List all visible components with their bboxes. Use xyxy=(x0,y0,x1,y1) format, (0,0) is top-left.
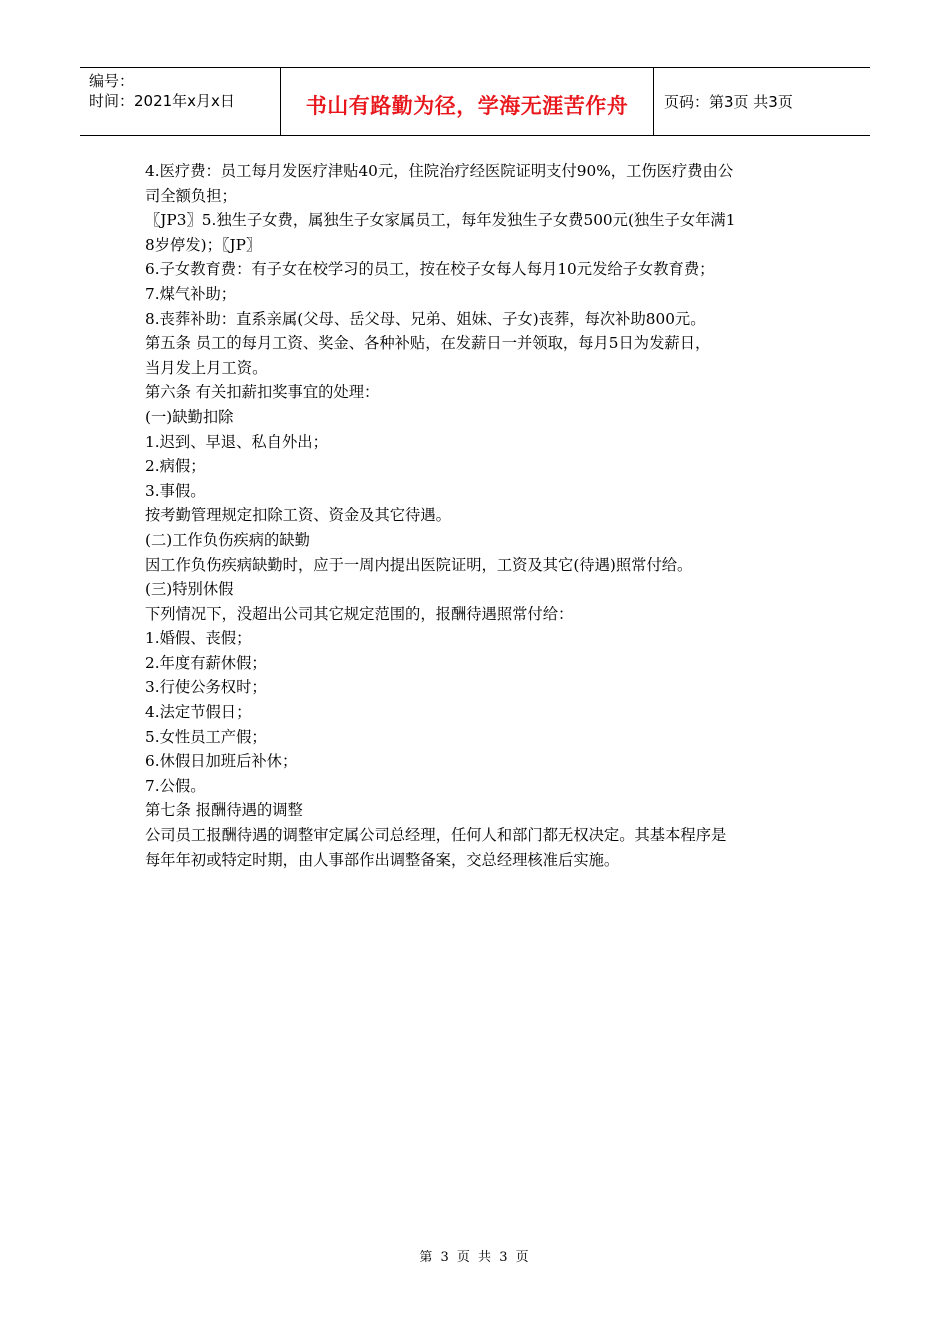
body-line: 司全额负担； xyxy=(145,186,237,205)
header-motto: 书山有路勤为径，学海无涯苦作舟 xyxy=(281,68,654,135)
body-line: 3.事假。 xyxy=(145,481,206,500)
body-line: 4.法定节假日； xyxy=(145,703,252,722)
body-line: 公司员工报酬待遇的调整审定属公司总经理，任何人和部门都无权决定。其基本程序是 xyxy=(145,826,727,845)
body-line: 4.医疗费：员工每月发医疗津贴40元，住院治疗经医院证明支付90%，工伤医疗费由公 xyxy=(145,162,734,180)
body-line: 6.子女教育费：有子女在校学习的员工，按在校子女每人每月10元发给子女教育费； xyxy=(145,260,715,279)
body-line: (三)特别休假 xyxy=(145,580,234,599)
document-date-label: 时间：2021年x月x日 xyxy=(89,92,235,110)
body-line: 5.女性员工产假； xyxy=(145,727,267,746)
body-line: (一)缺勤扣除 xyxy=(145,407,234,426)
document-number-label: 编号： xyxy=(89,72,135,90)
body-line: 下列情况下，没超出公司其它规定范围的，报酬待遇照常付给： xyxy=(145,604,574,623)
header-meta xyxy=(80,68,281,135)
header-page-label: 页码：第3页 共3页 xyxy=(664,92,793,111)
body-line: (二)工作负伤疾病的缺勤 xyxy=(145,530,310,549)
body-line: 2.年度有薪休假； xyxy=(145,653,267,672)
document-body xyxy=(145,159,790,872)
body-line: 7.公假。 xyxy=(145,776,206,795)
page-header xyxy=(80,67,870,136)
body-line: 8岁停发)；〖JP〗 xyxy=(145,235,262,254)
body-line: 第五条 员工的每月工资、奖金、各种补贴，在发薪日一并领取，每月5日为发薪日， xyxy=(145,334,711,353)
body-line: 第六条 有关扣薪扣奖事宜的处理： xyxy=(145,383,380,402)
body-line: 每年年初或特定时期，由人事部作出调整备案，交总经理核准后实施。 xyxy=(145,850,620,869)
body-line: 3.行使公务权时； xyxy=(145,678,267,697)
body-line: 〖JP3〗5.独生子女费，属独生子女家属员工，每年发独生子女费500元(独生子女年满1 xyxy=(145,211,736,230)
body-line: 按考勤管理规定扣除工资、资金及其它待遇。 xyxy=(145,506,451,525)
body-line: 6.休假日加班后补休； xyxy=(145,752,298,771)
page-footer: 第 3 页 共 3 页 xyxy=(419,1250,531,1265)
body-line: 因工作负伤疾病缺勤时，应于一周内提出医院证明，工资及其它(待遇)照常付给。 xyxy=(145,555,693,574)
body-line: 1.婚假、丧假； xyxy=(145,629,252,648)
body-line: 2.病假； xyxy=(145,457,206,476)
body-line: 7.煤气补助； xyxy=(145,284,237,303)
body-line: 8.丧葬补助：直系亲属(父母、岳父母、兄弟、姐妹、子女)丧葬，每次补助800元。 xyxy=(145,309,706,328)
body-line: 第七条 报酬待遇的调整 xyxy=(145,801,303,820)
body-line: 1.迟到、早退、私自外出； xyxy=(145,432,328,451)
body-line: 当月发上月工资。 xyxy=(145,358,268,377)
